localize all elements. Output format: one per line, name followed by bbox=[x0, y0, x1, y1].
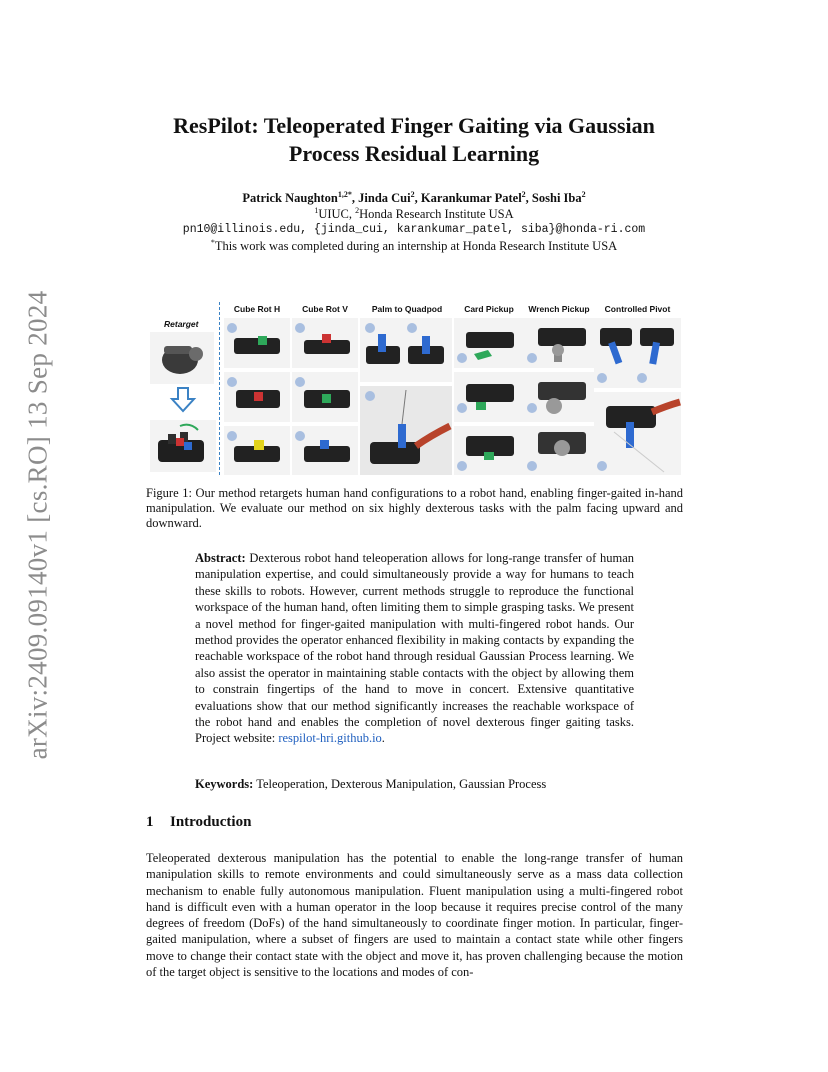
human-hand-photo bbox=[150, 332, 214, 384]
internship-note: *This work was completed during an internship at Honda Research Institute USA bbox=[210, 237, 618, 253]
wrench-pickup-step-3-photo bbox=[524, 426, 594, 475]
column-cube-rot-h: Cube Rot H bbox=[233, 304, 281, 314]
title-line-1: ResPilot: Teleoperated Finger Gaiting via Gaussian bbox=[173, 113, 655, 138]
figure-divider bbox=[219, 302, 220, 475]
title-line-2: Process Residual Learning bbox=[288, 141, 540, 166]
project-website-link[interactable]: respilot-hri.github.io bbox=[278, 731, 382, 746]
cube-rot-v-step-3-photo bbox=[292, 426, 358, 475]
section-heading-introduction bbox=[146, 814, 251, 831]
arxiv-identifier: arXiv:2409.09140v1 [cs.RO] 13 Sep 2024 bbox=[22, 290, 53, 760]
column-wrench-pickup: Wrench Pickup bbox=[528, 304, 590, 314]
cube-rot-v-step-2-photo bbox=[292, 372, 358, 422]
introduction-paragraph: Teleoperated dexterous manipulation has the potential to enable the long-range transfer of human manipulation skills to remote environments and could simultaneously serve as a mass data collection mechanism to enable fully autonomous manipulation. Fluent manipulation using a multi-fingered robot hand is difficult even with a human operator in the loop because it requires precise control of the many degrees of freedom (DoFs) of the hand simultaneously to coordinate finger motion. In particular, finger-gaited manipulation, where a subset of fingers are used to maintain a contact state while other fingers move to change their contact state with the object and move it, has proven challenging because the motion of the target object is sensitive to the locations and modes of con- bbox=[146, 851, 683, 980]
column-controlled-pivot: Controlled Pivot bbox=[604, 304, 671, 314]
section-title: Introduction bbox=[170, 814, 252, 830]
card-pickup-step-3-photo bbox=[454, 426, 524, 475]
keywords-text: Teleoperation, Dexterous Manipulation, Gaussian Process bbox=[253, 777, 547, 791]
column-palm-to-quadpod: Palm to Quadpod bbox=[371, 304, 443, 314]
controlled-pivot-step-1-2-photo bbox=[594, 318, 681, 388]
author-names: Patrick Naughton$^{1,2*}$, Jinda Cui$^2$, Karankumar Patel$^2$, Soshi Iba$^2$ bbox=[242, 189, 586, 205]
column-cube-rot-v: Cube Rot V bbox=[302, 304, 348, 314]
section-number: 1 bbox=[146, 814, 154, 830]
figure-1 bbox=[146, 302, 683, 475]
cube-rot-h-step-2-photo bbox=[224, 372, 290, 422]
palm-to-quadpod-step-3-photo bbox=[360, 386, 452, 475]
card-pickup-step-1-photo bbox=[454, 318, 524, 368]
controlled-pivot-step-3-photo bbox=[594, 392, 681, 475]
palm-to-quadpod-step-1-2-photo bbox=[360, 318, 452, 382]
wrench-pickup-step-2-photo bbox=[524, 372, 594, 422]
keywords bbox=[195, 776, 634, 792]
card-pickup-step-2-photo bbox=[454, 372, 524, 422]
retarget-arrow-icon bbox=[168, 386, 198, 414]
cube-rot-h-step-1-photo bbox=[224, 318, 290, 368]
abstract-label: Abstract: bbox=[195, 551, 246, 565]
author-block bbox=[120, 190, 708, 254]
author-emails: pn10@illinois.edu, {jinda_cui, karankumar_patel, siba}@honda-ri.com bbox=[182, 223, 646, 236]
affiliations: $^1$UIUC, $^2$Honda Research Institute USA bbox=[314, 205, 514, 221]
wrench-pickup-step-1-photo bbox=[524, 318, 594, 368]
cube-rot-h-step-3-photo bbox=[224, 426, 290, 475]
abstract: Abstract: Dexterous robot hand teleoperation allows for long-range transfer of human manipulation expertise, and could simultaneously provide a way for humans to teach these skills to robots. However, current methods struggle to reproduce the functional workspace of the human hand, often limiting them to simple grasping tasks. We present a novel method for finger-gaited manipulation with multi-fingered robot hands. Our method provides the operator enhanced flexibility in making contacts by expanding the reachable workspace of the robot hand through residual Gaussian Process learning. We also assist the operator in maintaining stable contacts with the object by allowing them to constrain fingertips of the hand to move in concert. Extensive quantitative evaluations show that our method significantly increases the reachable workspace of the robot hand and enables the completion of novel dexterous finger gaiting tasks. Project website: respilot-hri.github.io. bbox=[195, 551, 634, 746]
keywords-label: Keywords: bbox=[195, 777, 254, 791]
column-card-pickup: Card Pickup bbox=[464, 304, 514, 314]
figure-caption: Figure 1: Our method retargets human hand configurations to a robot hand, enabling finger-gaited in-hand manipulation. We evaluate our method on six highly dexterous tasks with the palm facing upward and downward. bbox=[146, 486, 683, 530]
robot-hand-photo bbox=[150, 420, 216, 472]
paper-title bbox=[120, 112, 708, 168]
retarget-label: Retarget bbox=[164, 319, 199, 329]
cube-rot-v-step-1-photo bbox=[292, 318, 358, 368]
abstract-text: Dexterous robot hand teleoperation allows for long-range transfer of human manipulation expertise, and could simultaneously provide a way for humans to teach these skills to robots. However, current methods struggle to reproduce the functional workspace of the human hand, often limiting them to simple grasping tasks. We present a novel method for finger-gaited manipulation with multi-fingered robot hands. Our method provides the operator enhanced flexibility in making contacts by expanding the reachable workspace of the robot hand through residual Gaussian Process learning. We also assist the operator in maintaining stable contacts with the object by allowing them to constrain fingertips of the hand to move in concert. Extensive quantitative evaluations show that our method significantly increases the reachable workspace of the robot hand and enables the completion of novel dexterous finger gaiting tasks. Project website: bbox=[195, 551, 634, 746]
